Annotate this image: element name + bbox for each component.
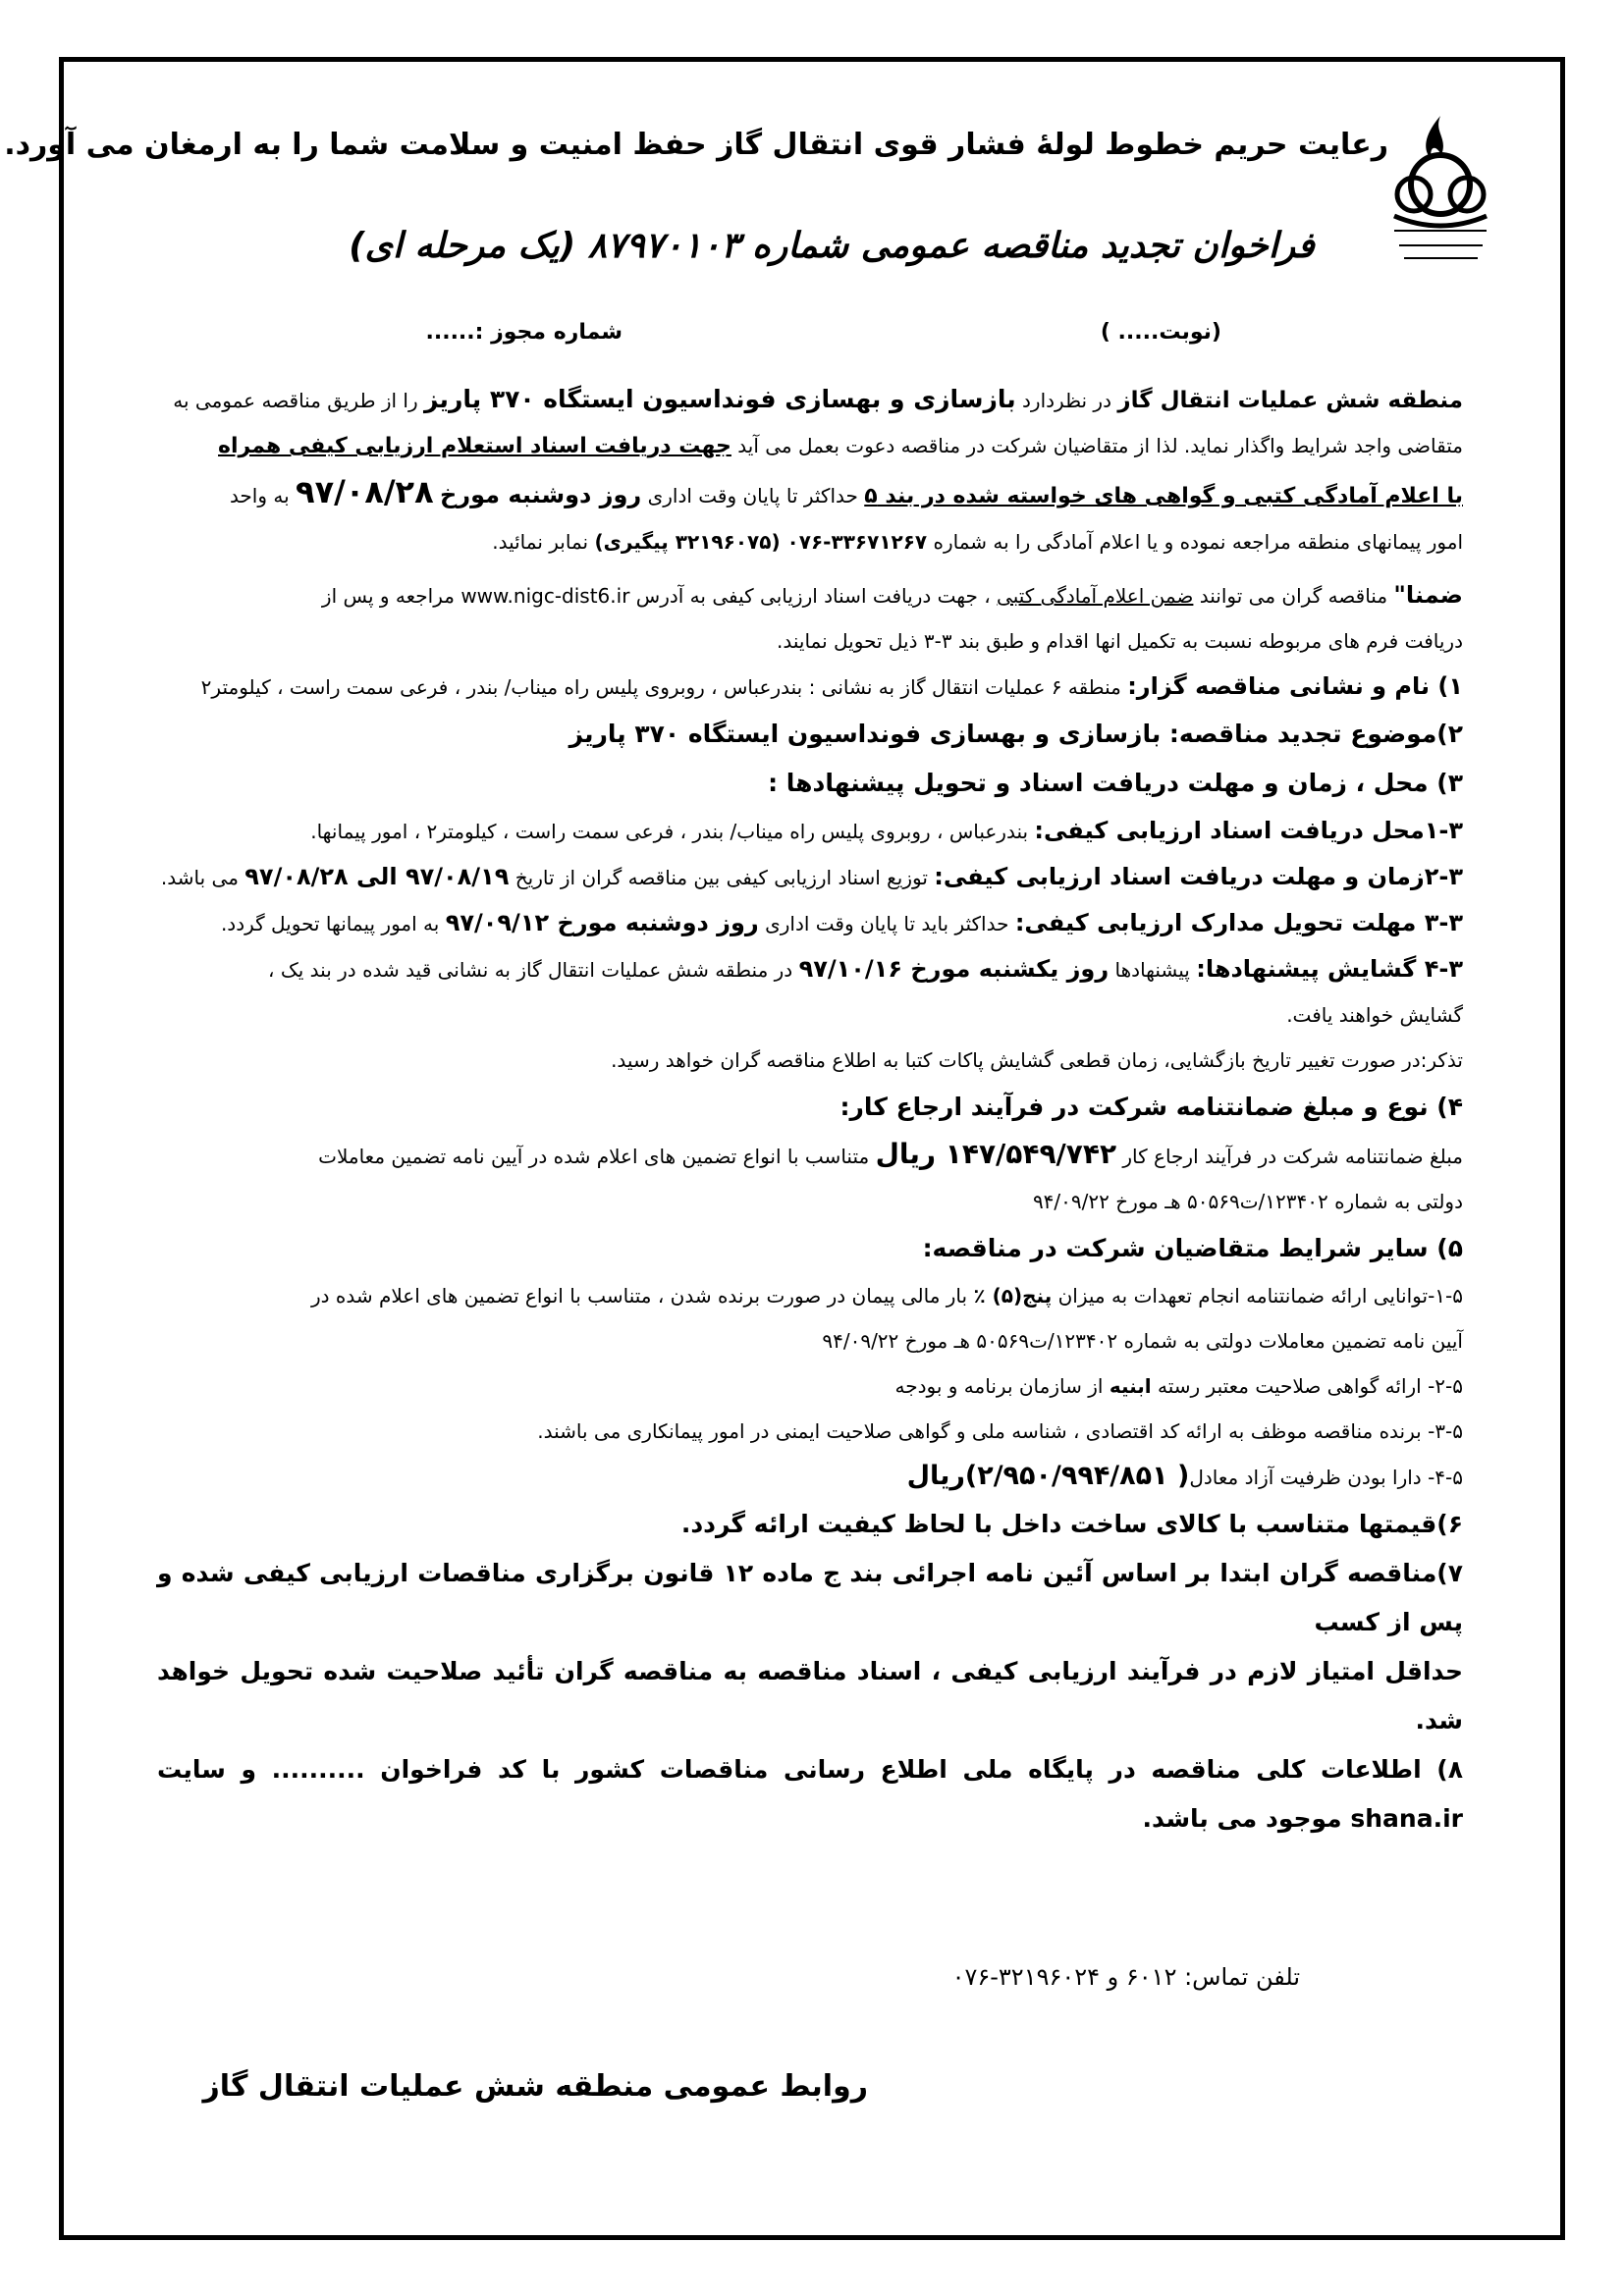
section-3-heading: ۳) محل ، زمان و مهلت دریافت اسناد و تحویل پیشنهادها : [768, 769, 1463, 797]
section-2: ۲)موضوع تجدید مناقصه: بازسازی و بهسازی فونداسیون ایستگاه ۳۷۰ پاریز [568, 720, 1463, 748]
intro-paragraph [157, 377, 1463, 1843]
nigc-flame-logo-icon [1375, 108, 1507, 275]
contact-phone: تلفن تماس: ۶۰۱۲ و ۳۲۱۹۶۰۲۴-۰۷۶ [951, 1963, 1300, 1991]
section-4-line-2: دولتی به شماره ۱۲۳۴۰۲/ت۵۰۵۶۹ هـ مورخ ۹۴/۰۹/۲۲ [1032, 1190, 1463, 1213]
permit-number: شماره مجوز :...... [425, 320, 623, 345]
safety-slogan: رعایت حریم خطوط لولهٔ فشار قوی انتقال گاز حفظ امنیت و سلامت شما را به ارمغان می آورد. [4, 128, 1388, 162]
section-7-line-2: حداقل امتیاز لازم در فرآیند ارزیابی کیفی ، اسناد مناقصه به مناقصه گران تأئید صلاحیت شده تحویل خواهد شد. [157, 1657, 1463, 1735]
section-3-1: ۱-۳محل دریافت اسناد ارزیابی کیفی: بندرعباس ، روبروی پلیس راه میناب/ بندر ، فرعی سمت راست ، کیلومتر۲ ، امور پیمانها. [310, 817, 1463, 844]
section-5-2: ۲-۵- ارائه گواهی صلاحیت معتبر رسته ابنیه از سازمان برنامه و بودجه [894, 1374, 1463, 1398]
note-line-2: دریافت فرم های مربوطه نسبت به تکمیل انها اقدام و طبق بند ۳-۳ ذیل تحویل نمایند. [776, 629, 1463, 653]
section-5-1: ۱-۵-توانایی ارائه ضمانتنامه انجام تعهدات به میزان پنج(۵) ٪ بار مالی پیمان در صورت برنده شدن ، متناسب با انواع تضمین های اعلام شده در [310, 1284, 1463, 1308]
section-3-4-cont: گشایش خواهند یافت. [1286, 1003, 1463, 1027]
section-6: ۶)قیمتها متناسب با کالای ساخت داخل با لحاظ کیفیت ارائه گردد. [680, 1510, 1463, 1538]
intro-line-3: با اعلام آمادگی کتبی و گواهی های خواسته شده در بند ۵ حداکثر تا پایان وقت اداری روز دوشنبه مورخ ۹۷/۰۸/۲۸ به واحد [229, 473, 1463, 510]
round-number: (نوبت..... ) [1100, 320, 1221, 345]
tender-title: فراخوان تجدید مناقصه عمومی شماره ۸۷۹۷۰۱۰۳ (یک مرحله ای) [349, 226, 1315, 266]
intro-line-2: متقاضی واجد شرایط واگذار نماید. لذا از متقاضیان شرکت در مناقصه دعوت بعمل می آید جهت دریافت اسناد استعلام ارزیابی کیفی همراه [218, 434, 1463, 458]
intro-line-4: امور پیمانهای منطقه مراجعه نموده و یا اعلام آمادگی را به شماره ۳۳۶۷۱۲۶۷-۰۷۶ (۳۲۱۹۶۰۷۵ پیگیری) نمابر نمائید. [492, 530, 1463, 554]
section-5-3: ۳-۵- برنده مناقصه موظف به ارائه کد اقتصادی ، شناسه ملی و گواهی صلاحیت ایمنی در امور پیمانکاری می باشند. [537, 1419, 1463, 1443]
section-4-line-1: مبلغ ضمانتنامه شرکت در فرآیند ارجاع کار ۱۴۷/۵۴۹/۷۴۲ ریال متناسب با انواع تضمین های اعلام شده در آیین نامه تضمین معاملات [318, 1138, 1463, 1170]
section-5-1-cont: آیین نامه تضمین معاملات دولتی به شماره ۱۲۳۴۰۲/ت۵۰۵۶۹ هـ مورخ ۹۴/۰۹/۲۲ [822, 1329, 1463, 1353]
section-1: ۱) نام و نشانی مناقصه گزار: منطقه ۶ عملیات انتقال گاز به نشانی : بندرعباس ، روبروی پلیس راه میناب/ بندر ، فرعی سمت راست ، کیلومتر۲ [200, 672, 1463, 700]
section-5-4: ۴-۵- دارا بودن ظرفیت آزاد معادل( ۲/۹۵۰/۹۹۴/۸۵۱)ریال [906, 1461, 1463, 1491]
section-3-4: ۴-۳ گشایش پیشنهادها: پیشنهادها روز یکشنبه مورخ ۹۷/۱۰/۱۶ در منطقه شش عملیات انتقال گاز به نشانی قید شده در بند یک ، [268, 955, 1463, 983]
section-5-heading: ۵) سایر شرایط متقاضیان شرکت در مناقصه: [922, 1234, 1463, 1262]
reminder: تذکر:در صورت تغییر تاریخ بازگشایی، زمان قطعی گشایش پاکات کتبا به اطلاع مناقصه گران خواهد رسید. [611, 1048, 1463, 1072]
public-relations-signature: روابط عمومی منطقه شش عملیات انتقال گاز [202, 2069, 868, 2104]
section-3-2: ۲-۳زمان و مهلت دریافت اسناد ارزیابی کیفی: توزیع اسناد ارزیابی کیفی بین مناقصه گران از تاریخ ۹۷/۰۸/۱۹ الی ۹۷/۰۸/۲۸ می باشد. [160, 863, 1463, 890]
section-3-3: ۳-۳ مهلت تحویل مدارک ارزیابی کیفی: حداکثر باید تا پایان وقت اداری روز دوشنبه مورخ ۹۷/۰۹/۱۲ به امور پیمانها تحویل گردد. [220, 909, 1463, 936]
intro-line-1: منطقه شش عملیات انتقال گاز در نظردارد بازسازی و بهسازی فونداسیون ایستگاه ۳۷۰ پاریز را از طریق مناقصه عمومی به [173, 385, 1463, 413]
section-4-heading: ۴) نوع و مبلغ ضمانتنامه شرکت در فرآیند ارجاع کار: [839, 1093, 1463, 1121]
section-7-line-1: ۷)مناقصه گران ابتدا بر اساس آئین نامه اجرائی بند ج ماده ۱۲ قانون برگزاری مناقصات ارزیابی کیفی شده و پس از کسب [157, 1559, 1464, 1636]
section-8: ۸) اطلاعات کلی مناقصه در پایگاه ملی اطلاع رسانی مناقصات کشور با کد فراخوان .......... و سایت shana.ir موجود می باشد. [157, 1755, 1463, 1833]
note-line-1: ضمنا" مناقصه گران می توانند ضمن اعلام آمادگی کتبی ، جهت دریافت اسناد ارزیابی کیفی به آدرس www.nigc-dist6.ir مراجعه و پس از [321, 581, 1463, 609]
website-link[interactable]: www.nigc-dist6.ir [460, 584, 630, 608]
